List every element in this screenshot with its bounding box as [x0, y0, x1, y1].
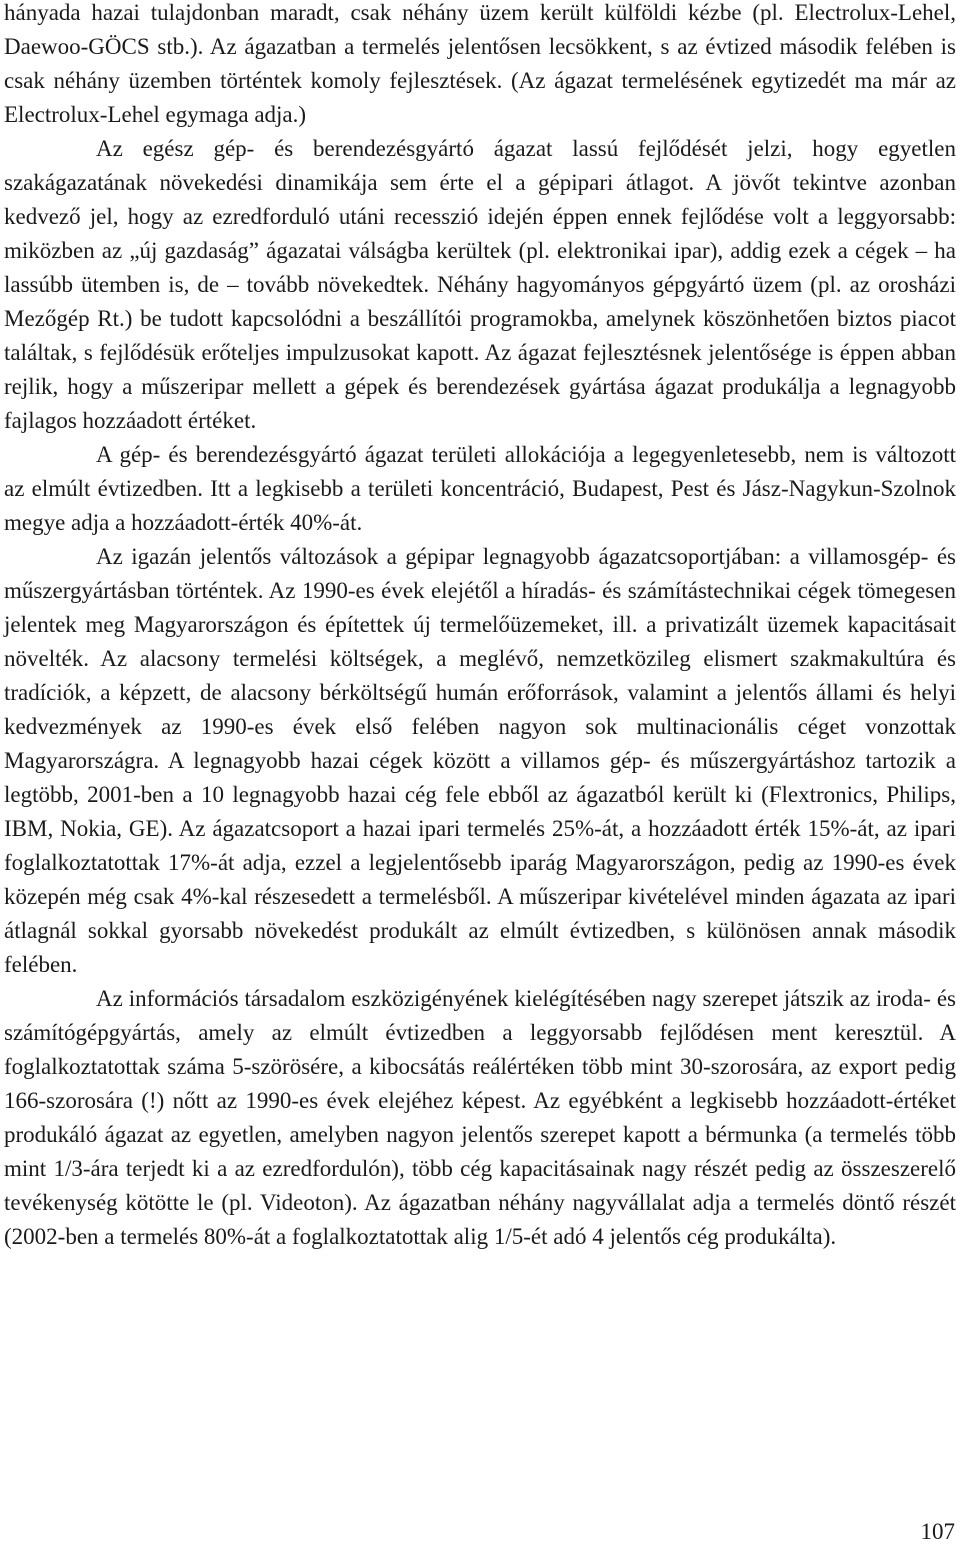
document-page — [4, 0, 956, 1254]
paragraph-territorial-allocation: A gép- és berendezésgyártó ágazat területi allokációja a legegyenletesebb, nem is változott az elmúlt évtizedben. Itt a legkisebb a területi koncentráció, Budapest, Pest és Jász-Nagykun-Szolnok megye adja a hozzáadott-érték 40%-át. — [4, 442, 956, 535]
paragraph-electrical-instruments: Az igazán jelentős változások a gépipar legnagyobb ágazatcsoportjában: a villamosgép- és műszergyártásban történtek. Az 1990-es évek elejétől a híradás- és számítástechnikai cégek tömegesen jelentek meg Magyarországon és építettek új termelőüzemeket, ill. a privatizált üzemek kapacitásait növelték. Az alacsony termelési költségek, a meglévő, nemzetközileg elismert szakmakultúra és tradíciók, a képzett, de alacsony bérköltségű humán erőforrások, valamint a jelentős állami és helyi kedvezmények az 1990-es évek első felében nagyon sok multinacionális céget vonzottak Magyarországra. A legnagyobb hazai cégek között a villamos gép- és műszergyártáshoz tartozik a legtöbb, 2001-ben a 10 legnagyobb hazai cég fele ebből az ágazatból került ki (Flextronics, Philips, IBM, Nokia, GE). Az ágazatcsoport a hazai ipari termelés 25%-át, a hozzáadott érték 15%-át, az ipari foglalkoztatottak 17%-át adja, ezzel a legjelentősebb iparág Magyarországon, pedig az 1990-es évek közepén még csak 4%-kal részesedett a termelésből. A műszeripar kivételével minden ágazata az ipari átlagnál sokkal gyorsabb növekedést produkált az elmúlt évtizedben, s különösen annak második felében. — [4, 544, 956, 977]
page-number: 107 — [920, 1519, 955, 1544]
paragraph-machinery-sector: Az egész gép- és berendezésgyártó ágazat lassú fejlődését jelzi, hogy egyetlen szakágazatának növekedési dinamikája sem érte el a gépipari átlagot. A jövőt tekintve azonban kedvező jel, hogy az ezredforduló utáni recesszió idején éppen ennek fejlődése volt a leggyorsabb: miközben az „új gazdaság” ágazatai válságba kerültek (pl. elektronikai ipar), addig ezek a cégek – ha lassúbb ütemben is, de – tovább növekedtek. Néhány hagyományos gépgyártó üzem (pl. az orosházi Mezőgép Rt.) be tudott kapcsolódni a beszállítói programokba, amelynek köszönhetően biztos piacot találtak, s fejlődésük erőteljes impulzusokat kapott. Az ágazat fejlesztésnek jelentősége is éppen abban rejlik, hogy a műszeripar mellett a gépek és berendezések gyártása ágazat produkálja a legnagyobb fajlagos hozzáadott értéket. — [4, 136, 956, 433]
paragraph-office-computing: Az információs társadalom eszközigényének kielégítésében nagy szerepet játszik az iroda- és számítógépgyártás, amely az elmúlt évtizedben a leggyorsabb fejlődésen ment keresztül. A foglalkoztatottak száma 5-szörösére, a kibocsátás reálértéken több mint 30-szorosára, az export pedig 166-szorosára (!) nőtt az 1990-es évek elejéhez képest. Az egyébként a legkisebb hozzáadott-értéket produkáló ágazat az egyetlen, amelyben nagyon jelentős szerepet kapott a bérmunka (a termelés több mint 1/3-ára terjedt ki a az ezredfordulón), több cég kapacitásainak nagy részét pedig az összeszerelő tevékenység kötötte le (pl. Videoton). Az ágazatban néhány nagyvállalat adja a termelés döntő részét (2002-ben a termelés 80%-át a foglalkoztatottak alig 1/5-ét adó 4 jelentős cég produkálta). — [4, 986, 956, 1249]
paragraph-continuation: hányada hazai tulajdonban maradt, csak néhány üzem került külföldi kézbe (pl. Electrolux-Lehel, Daewoo-GÖCS stb.). Az ágazatban a termelés jelentősen lecsökkent, s az évtized második felében is csak néhány üzemben történtek komoly fejlesztések. (Az ágazat termelésének egytizedét ma már az Electrolux-Lehel egymaga adja.) — [4, 0, 956, 127]
